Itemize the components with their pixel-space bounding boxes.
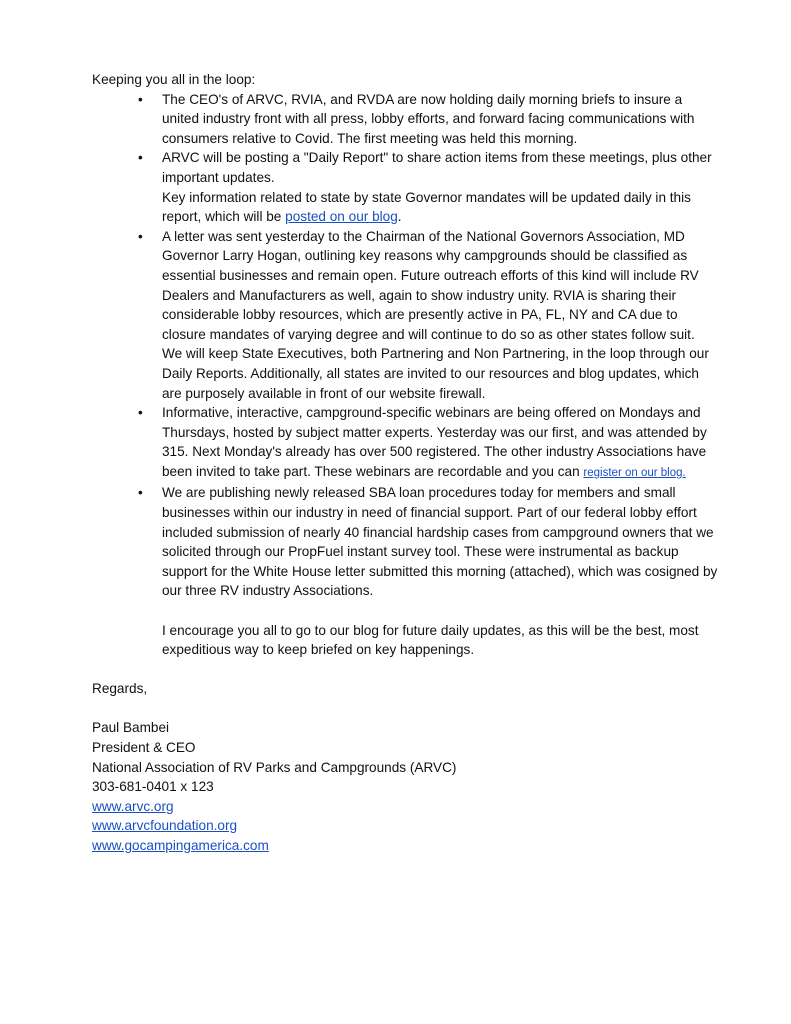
bullet-text-before-link: Key information related to state by state Governor mandates will be updated daily in this report, which will be	[162, 189, 691, 225]
list-item	[138, 90, 718, 149]
closing-paragraph: I encourage you all to go to our blog for future daily updates, as this will be the best, most expeditious way to keep briefed on key happenings.	[162, 622, 699, 658]
bullet-text: We are publishing newly released SBA loan procedures today for members and small businesses within our industry in need of financial support. Part of our federal lobby effort included submission of nearly 40 financial hardship cases from campground owners that we solicited through our PropFuel instant survey tool. These were instrumental as backup support for the White House letter submitted this morning (attached), which was cosigned by our three RV industry Associations.	[162, 485, 718, 599]
arvc-website-link[interactable]: www.arvc.org	[92, 798, 174, 814]
signer-organization: National Association of RV Parks and Campgrounds (ARVC)	[92, 759, 457, 775]
signer-title: President & CEO	[92, 740, 196, 755]
list-item	[138, 403, 718, 483]
bullet-text	[162, 403, 718, 483]
blog-link[interactable]: posted on our blog	[285, 209, 398, 225]
intro-line: Keeping you all in the loop:	[92, 72, 256, 87]
signature-block	[92, 718, 718, 855]
bullet-text-after-link: .	[397, 209, 402, 225]
bullet-icon: •	[138, 228, 143, 244]
register-link[interactable]: register on our blog.	[583, 466, 686, 479]
signer-name: Paul Bambei	[92, 720, 170, 736]
signer-phone: 303-681-0401 x 123	[92, 779, 214, 795]
bullet-icon: •	[138, 91, 143, 107]
document-page	[92, 70, 718, 856]
bullet-continuation	[162, 188, 718, 227]
arvc-foundation-link[interactable]: www.arvcfoundation.org	[92, 818, 238, 834]
bullet-icon: •	[138, 405, 143, 421]
update-list	[92, 90, 718, 660]
bullet-text: The CEO's of ARVC, RVIA, and RVDA are now holding daily morning briefs to insure a united industry front with all press, lobby efforts, and forward facing communications with consumers relative to Covid. The first meeting was held this morning.	[162, 91, 695, 146]
list-item	[138, 227, 718, 403]
gocampingamerica-link[interactable]: www.gocampingamerica.com	[92, 837, 269, 853]
bullet-text: ARVC will be posting a "Daily Report" to share action items from these meetings, plus other important updates.	[162, 150, 712, 185]
list-item	[138, 148, 718, 226]
regards-line: Regards,	[92, 680, 148, 696]
bullet-text: A letter was sent yesterday to the Chairman of the National Governors Association, MD Governor Larry Hogan, outlining key reasons why campgrounds should be classified as essential businesses and remain open. Future outreach efforts of this kind will include RV Dealers and Manufacturers as well, again to show industry unity. RVIA is sharing their considerable lobby resources, which are presently active in PA, FL, NY and CA due to closure mandates of varying degree and will continue to do so as other states follow suit. We will keep State Executives, both Partnering and Non Partnering, in the loop through our Daily Reports. Additionally, all states are invited to our resources and blog updates, which are purposely available in front of our website firewall.	[162, 228, 709, 401]
list-item	[138, 483, 718, 659]
bullet-icon: •	[138, 485, 143, 501]
bullet-text-before-link: Informative, interactive, campground-specific webinars are being offered on Mondays and Thursdays, hosted by subject matter experts. Yesterday was our first, and was attended by 315. Next Monday's already has over 500 registered. The other industry Associations have been invited to take part. These webinars are recordable and you can	[162, 405, 707, 479]
bullet-icon: •	[138, 150, 143, 166]
